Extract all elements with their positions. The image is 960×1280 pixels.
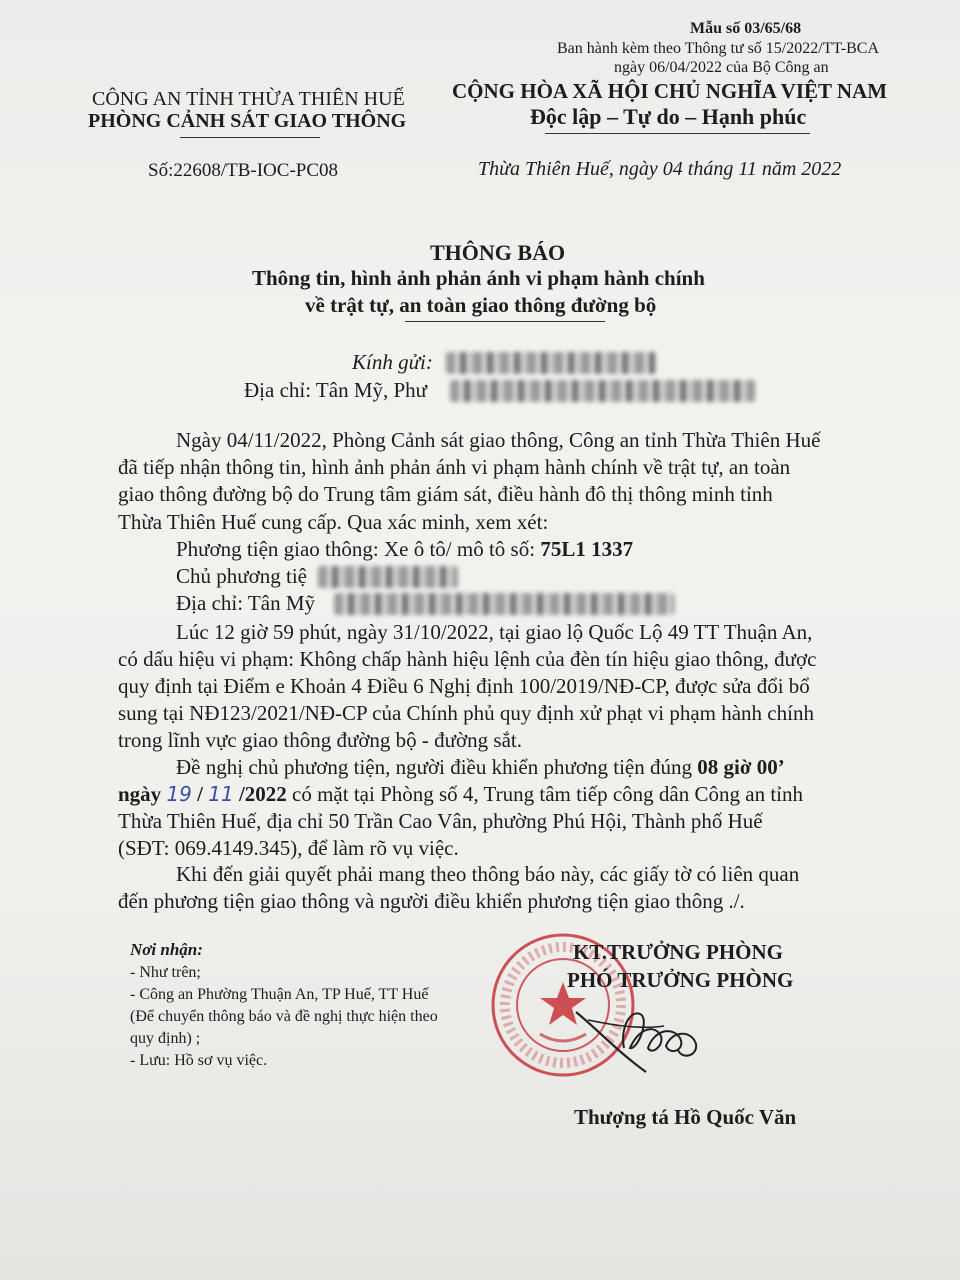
agency-parent: CÔNG AN TỈNH THỪA THIÊN HUẾ: [92, 88, 405, 110]
form-issued-line-2: ngày 06/04/2022 của Bộ Công an: [614, 59, 829, 76]
appointment-day-label: ngày: [118, 782, 162, 806]
recipient-line-4: quy định) ;: [130, 1030, 201, 1047]
addressee-address: Địa chỉ: Tân Mỹ, Phư: [244, 378, 428, 402]
paragraph-2-line-2: có dấu hiệu vi phạm: Không chấp hành hiệu lệnh của đèn tín hiệu giao thông, được: [118, 647, 817, 671]
appointment-year: /2022: [238, 782, 287, 806]
vehicle-label: Phương tiện giao thông: Xe ô tô/ mô tô số:: [176, 537, 541, 561]
redacted-owner-name: [318, 566, 458, 588]
paragraph-2-line-4: sung tại NĐ123/2021/NĐ-CP của Chính phủ quy định xử phạt vi phạm hành chính: [118, 701, 814, 725]
paragraph-2-line-3: quy định tại Điểm e Khoản 4 Điều 6 Nghị định 100/2019/NĐ-CP, được sửa đổi bổ: [118, 674, 810, 698]
appointment-location: có mặt tại Phòng số 4, Trung tâm tiếp công dân Công an tỉnh: [286, 782, 804, 806]
signer-name: Thượng tá Hồ Quốc Văn: [574, 1105, 797, 1129]
redacted-owner-address: [334, 593, 674, 615]
recipient-line-3: (Để chuyển thông báo và đề nghị thực hiện theo: [130, 1008, 438, 1025]
paragraph-4-line-1: Khi đến giải quyết phải mang theo thông báo này, các giấy tờ có liên quan: [176, 862, 800, 886]
document-title: THÔNG BÁO: [430, 240, 566, 265]
paragraph-1-line-4: Thừa Thiên Huế cung cấp. Qua xác minh, xem xét:: [118, 510, 549, 534]
document-subtitle-line-1: Thông tin, hình ảnh phản ánh vi phạm hành chính: [252, 266, 705, 290]
recipient-line-2: - Công an Phường Thuận An, TP Huế, TT Huế: [130, 986, 429, 1003]
paragraph-1-line-3: giao thông đường bộ do Trung tâm giám sát, điều hành đô thị thông minh tỉnh: [118, 482, 773, 506]
agency-underline: [180, 137, 320, 138]
country-name: CỘNG HÒA XÃ HỘI CHỦ NGHĨA VIỆT NAM: [452, 79, 888, 103]
paragraph-3-line-3: Thừa Thiên Huế, địa chỉ 50 Trần Cao Vân, phường Phú Hội, Thành phố Huế: [118, 809, 763, 833]
title-underline: [405, 321, 605, 322]
form-issued-line-1: Ban hành kèm theo Thông tư số 15/2022/TT-BCA: [557, 40, 879, 57]
date-separator: /: [197, 782, 203, 806]
national-motto: Độc lập – Tự do – Hạnh phúc: [530, 104, 807, 129]
vehicle-line: [176, 537, 633, 562]
redacted-addressee-address: [450, 380, 755, 402]
vehicle-plate: 75L1 1337: [540, 537, 634, 561]
document-subtitle-line-2: về trật tự, an toàn giao thông đường bộ: [305, 293, 657, 317]
handwritten-month: 11: [208, 782, 234, 806]
agency-name: PHÒNG CẢNH SÁT GIAO THÔNG: [88, 110, 407, 132]
form-number: Mẫu số 03/65/68: [690, 20, 802, 37]
appointment-text: Đề nghị chủ phương tiện, người điều khiển phương tiện đúng: [176, 755, 698, 779]
paragraph-2-line-5: trong lĩnh vực giao thông đường bộ - đường sắt.: [118, 728, 522, 752]
handwritten-day: 19: [166, 782, 192, 806]
appointment-time: 08 giờ 00’: [697, 755, 785, 779]
place-date: Thừa Thiên Huế, ngày 04 tháng 11 năm 2022: [478, 158, 842, 180]
paragraph-3-line-4: (SĐT: 069.4149.345), để làm rõ vụ việc.: [118, 836, 459, 860]
paragraph-1-line-2: đã tiếp nhận thông tin, hình ảnh phản ánh vi phạm hành chính về trật tự, an toàn: [118, 455, 791, 479]
recipient-line-5: - Lưu: Hồ sơ vụ việc.: [130, 1052, 268, 1069]
document-number: Số:22608/TB-IOC-PC08: [148, 160, 339, 181]
recipient-line-1: - Như trên;: [130, 964, 201, 981]
paragraph-1-line-1: Ngày 04/11/2022, Phòng Cảnh sát giao thông, Công an tỉnh Thừa Thiên Huế: [176, 428, 821, 452]
recipients-heading: Nơi nhận:: [130, 940, 203, 959]
addressee-label: Kính gửi:: [352, 350, 433, 374]
paragraph-4-line-2: đến phương tiện giao thông và người điều khiển phương tiện giao thông ./.: [118, 889, 745, 913]
paragraph-3-line-1: [176, 755, 785, 780]
motto-underline: [545, 133, 810, 134]
owner-label: Chủ phương tiệ: [176, 564, 307, 588]
signature-title-2: PHÓ TRƯỞNG PHÒNG: [567, 968, 794, 992]
signature-title-1: KT.TRƯỞNG PHÒNG: [573, 940, 783, 964]
paragraph-3-line-2: [118, 782, 803, 807]
owner-address-label: Địa chỉ: Tân Mỹ: [176, 591, 316, 615]
redacted-addressee-name: [446, 352, 656, 374]
handwritten-signature-icon: [568, 990, 718, 1090]
paragraph-2-line-1: Lúc 12 giờ 59 phút, ngày 31/10/2022, tại giao lộ Quốc Lộ 49 TT Thuận An,: [176, 620, 813, 644]
